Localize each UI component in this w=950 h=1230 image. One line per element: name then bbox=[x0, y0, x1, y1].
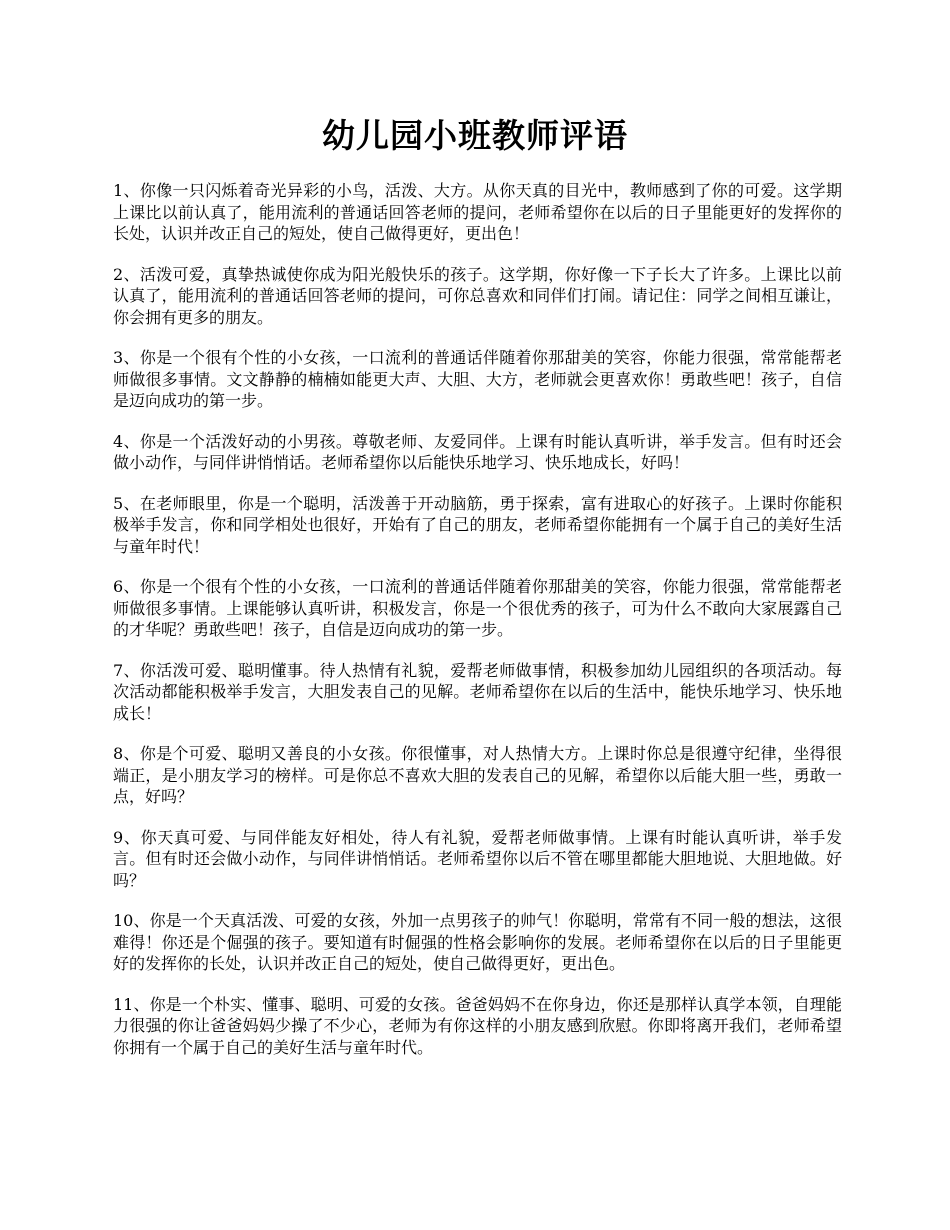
comment-paragraph-2: 2、活泼可爱，真挚热诚使你成为阳光般快乐的孩子。这学期，你好像一下子长大了许多。上课比以前认真了，能用流利的普通话回答老师的提问，可你总喜欢和同伴们打闹。请记住：同学之间相互谦让，你会拥有更多的朋友。 bbox=[113, 264, 842, 327]
comment-paragraph-11: 11、你是一个朴实、懂事、聪明、可爱的女孩。爸爸妈妈不在你身边，你还是那样认真学本领，自理能力很强的你让爸爸妈妈少操了不少心，老师为有你这样的小朋友感到欣慰。你即将离开我们，老师希望你拥有一个属于自己的美好生活与童年时代。 bbox=[113, 994, 842, 1057]
page-title: 幼儿园小班教师评语 bbox=[322, 116, 628, 155]
comment-paragraph-8: 8、你是个可爱、聪明又善良的小女孩。你很懂事，对人热情大方。上课时你总是很遵守纪律，坐得很端正，是小朋友学习的榜样。可是你总不喜欢大胆的发表自己的见解，希望你以后能大胆一些，勇敢一点，好吗？ bbox=[113, 744, 842, 806]
comment-paragraph-5: 5、在老师眼里，你是一个聪明，活泼善于开动脑筋，勇于探索，富有进取心的好孩子。上课时你能积极举手发言，你和同学相处也很好，开始有了自己的朋友，老师希望你能拥有一个属于自己的美好生活与童年时代！ bbox=[113, 493, 842, 556]
comment-paragraph-10: 10、你是一个天真活泼、可爱的女孩，外加一点男孩子的帅气！你聪明，常常有不同一般的想法，这很难得！你还是个倔强的孩子。要知道有时倔强的性格会影响你的发展。老师希望你在以后的日子里能更好的发挥你的长处，认识并改正自己的短处，使自己做得更好，更出色。 bbox=[113, 911, 842, 973]
document-body bbox=[113, 180, 842, 1077]
comment-paragraph-7: 7、你活泼可爱、聪明懂事。待人热情有礼貌，爱帮老师做事情，积极参加幼儿园组织的各项活动。每次活动都能积极举手发言，大胆发表自己的见解。老师希望你在以后的生活中，能快乐地学习、快乐地成长！ bbox=[113, 660, 842, 723]
comment-paragraph-4: 4、你是一个活泼好动的小男孩。尊敬老师、友爱同伴。上课有时能认真听讲，举手发言。但有时还会做小动作，与同伴讲悄悄话。老师希望你以后能快乐地学习、快乐地成长，好吗！ bbox=[113, 431, 842, 472]
comment-paragraph-3: 3、你是一个很有个性的小女孩，一口流利的普通话伴随着你那甜美的笑容，你能力很强，常常能帮老师做很多事情。文文静静的楠楠如能更大声、大胆、大方，老师就会更喜欢你！勇敢些吧！孩子，自信是迈向成功的第一步。 bbox=[113, 348, 842, 410]
comment-paragraph-9: 9、你天真可爱、与同伴能友好相处，待人有礼貌，爱帮老师做事情。上课有时能认真听讲，举手发言。但有时还会做小动作，与同伴讲悄悄话。老师希望你以后不管在哪里都能大胆地说、大胆地做。好吗？ bbox=[113, 827, 842, 890]
comment-paragraph-1: 1、你像一只闪烁着奇光异彩的小鸟，活泼、大方。从你天真的目光中，教师感到了你的可爱。这学期上课比以前认真了，能用流利的普通话回答老师的提问，老师希望你在以后的日子里能更好的发挥你的长处，认识并改正自己的短处，使自己做得更好，更出色！ bbox=[113, 181, 842, 243]
comment-paragraph-6: 6、你是一个很有个性的小女孩，一口流利的普通话伴随着你那甜美的笑容，你能力很强，常常能帮老师做很多事情。上课能够认真听讲，积极发言，你是一个很优秀的孩子，可为什么不敢向大家展露自己的才华呢？勇敢些吧！孩子，自信是迈向成功的第一步。 bbox=[113, 577, 842, 639]
